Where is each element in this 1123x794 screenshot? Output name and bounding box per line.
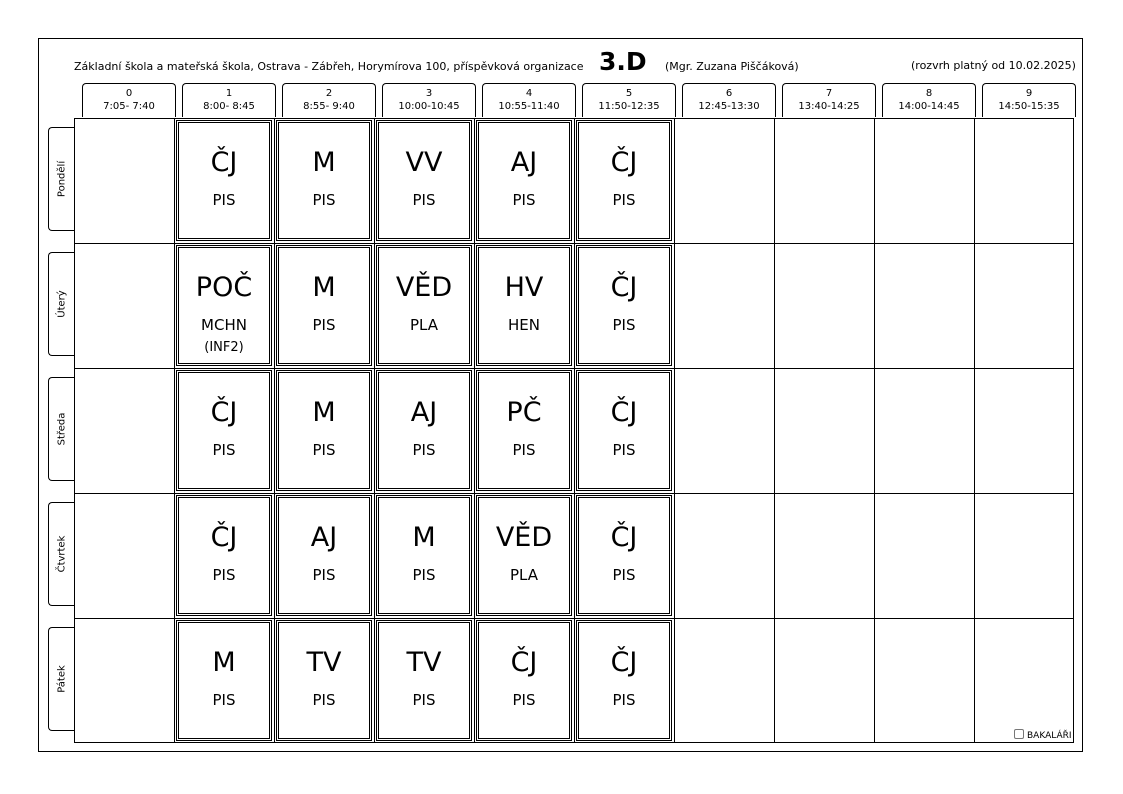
lesson-subject: M — [312, 272, 336, 303]
lesson-cell[interactable] — [376, 120, 472, 241]
period-header-0 — [82, 83, 176, 117]
grid-column-line — [674, 118, 675, 743]
period-header-8 — [882, 83, 976, 117]
period-header-6 — [682, 83, 776, 117]
period-number: 6 — [725, 88, 733, 99]
period-header-9 — [982, 83, 1076, 117]
period-time: 10:00-10:45 — [398, 101, 460, 112]
grid-column-line — [874, 118, 875, 743]
lesson-teacher: PIS — [512, 191, 536, 209]
lesson-teacher: PIS — [312, 566, 336, 584]
day-label-0 — [48, 127, 75, 231]
lesson-cell[interactable] — [476, 620, 572, 741]
lesson-subject: ČJ — [210, 397, 238, 428]
lesson-room: (INF2) — [204, 340, 244, 355]
lesson-subject: ČJ — [610, 272, 638, 303]
day-label-3 — [48, 502, 75, 606]
lesson-teacher: PIS — [612, 316, 636, 334]
lesson-cell[interactable] — [276, 245, 372, 366]
lesson-teacher: PIS — [612, 191, 636, 209]
lesson-subject: HV — [504, 272, 544, 303]
lesson-teacher: PLA — [509, 566, 538, 584]
lesson-subject: ČJ — [510, 647, 538, 678]
grid-column-line — [974, 118, 975, 743]
lesson-teacher: PIS — [312, 191, 336, 209]
period-time: 7:05- 7:40 — [103, 101, 155, 112]
period-number: 3 — [425, 88, 433, 99]
grid-row-line — [74, 618, 1074, 619]
lesson-subject: M — [212, 647, 236, 678]
period-time: 14:00-14:45 — [898, 101, 960, 112]
lesson-subject: M — [312, 147, 336, 178]
lesson-subject: AJ — [410, 397, 438, 428]
day-label-2 — [48, 377, 75, 481]
lesson-cell[interactable] — [376, 620, 472, 741]
lesson-subject: ČJ — [210, 522, 238, 553]
period-time: 14:50-15:35 — [998, 101, 1060, 112]
period-header-5 — [582, 83, 676, 117]
day-name: Pátek — [56, 665, 68, 693]
grid-column-line — [774, 118, 775, 743]
day-name: Pondělí — [56, 160, 68, 198]
period-number: 7 — [825, 88, 833, 99]
period-time: 13:40-14:25 — [798, 101, 860, 112]
period-number: 8 — [925, 88, 933, 99]
brand-logo — [1014, 729, 1072, 741]
lesson-teacher: PIS — [412, 441, 436, 459]
lesson-teacher: PIS — [512, 691, 536, 709]
lesson-subject: TV — [406, 647, 442, 678]
lesson-cell[interactable] — [176, 620, 272, 741]
lesson-subject: M — [312, 397, 336, 428]
grid-column-line — [374, 118, 375, 743]
period-header-3 — [382, 83, 476, 117]
grid-row-line — [74, 368, 1074, 369]
lesson-cell[interactable] — [176, 495, 272, 616]
lesson-teacher: PIS — [212, 191, 236, 209]
lesson-subject: POČ — [195, 272, 253, 303]
lesson-subject: AJ — [310, 522, 338, 553]
period-number: 1 — [225, 88, 233, 99]
lesson-cell[interactable] — [576, 370, 672, 491]
period-number: 2 — [325, 88, 333, 99]
lesson-teacher: PIS — [212, 566, 236, 584]
lesson-teacher: PIS — [412, 566, 436, 584]
lesson-cell[interactable] — [576, 620, 672, 741]
period-time: 11:50-12:35 — [598, 101, 660, 112]
lesson-cell[interactable] — [276, 370, 372, 491]
grid-column-line — [574, 118, 575, 743]
period-number: 9 — [1025, 88, 1033, 99]
lesson-subject: TV — [306, 647, 342, 678]
lesson-teacher: PIS — [412, 691, 436, 709]
lesson-subject: ČJ — [610, 147, 638, 178]
lesson-cell[interactable] — [376, 370, 472, 491]
grid-column-line — [474, 118, 475, 743]
day-label-4 — [48, 627, 75, 731]
lesson-subject: VĚD — [395, 272, 453, 303]
school-name: Základní škola a mateřská škola, Ostrava - Zábřeh, Horymírova 100, příspěvková organizace — [74, 60, 584, 73]
lesson-cell[interactable] — [176, 245, 272, 366]
lesson-teacher: PIS — [612, 566, 636, 584]
day-name: Čtvrtek — [56, 535, 68, 573]
period-time: 12:45-13:30 — [698, 101, 760, 112]
lesson-cell[interactable] — [376, 245, 472, 366]
lesson-teacher: PIS — [312, 316, 336, 334]
lesson-subject: VĚD — [495, 522, 553, 553]
lesson-teacher: PIS — [612, 691, 636, 709]
period-time: 8:55- 9:40 — [303, 101, 355, 112]
lesson-cell[interactable] — [476, 120, 572, 241]
grid-column-line — [274, 118, 275, 743]
lesson-teacher: PIS — [212, 441, 236, 459]
lesson-cell[interactable] — [176, 370, 272, 491]
lesson-teacher: PIS — [312, 691, 336, 709]
lesson-teacher: PIS — [412, 191, 436, 209]
grid-row-line — [74, 493, 1074, 494]
lesson-cell[interactable] — [476, 245, 572, 366]
lesson-cell[interactable] — [476, 495, 572, 616]
day-label-1 — [48, 252, 75, 356]
period-header-4 — [482, 83, 576, 117]
day-name: Středa — [56, 412, 68, 446]
period-header-1 — [182, 83, 276, 117]
bakalari-logo-icon — [1014, 729, 1024, 739]
lesson-teacher: MCHN — [201, 316, 247, 334]
lesson-cell[interactable] — [276, 620, 372, 741]
period-number: 4 — [525, 88, 533, 99]
grid-column-line — [174, 118, 175, 743]
lesson-teacher: PIS — [212, 691, 236, 709]
lesson-subject: M — [412, 522, 436, 553]
lesson-subject: VV — [405, 147, 443, 178]
period-header-7 — [782, 83, 876, 117]
lesson-teacher: HEN — [508, 316, 540, 334]
period-time: 8:00- 8:45 — [203, 101, 255, 112]
lesson-cell[interactable] — [576, 245, 672, 366]
lesson-cell[interactable] — [276, 120, 372, 241]
day-name: Úterý — [56, 290, 68, 318]
lesson-cell[interactable] — [276, 495, 372, 616]
lesson-cell[interactable] — [176, 120, 272, 241]
lesson-teacher: PIS — [312, 441, 336, 459]
period-time: 10:55-11:40 — [498, 101, 560, 112]
class-name: 3.D — [599, 47, 647, 76]
lesson-cell[interactable] — [476, 370, 572, 491]
brand-name: BAKALÁŘI — [1027, 731, 1072, 741]
period-number: 5 — [625, 88, 633, 99]
lesson-subject: AJ — [510, 147, 538, 178]
lesson-cell[interactable] — [576, 120, 672, 241]
grid-row-line — [74, 243, 1074, 244]
lesson-subject: ČJ — [610, 397, 638, 428]
lesson-cell[interactable] — [376, 495, 472, 616]
lesson-teacher: PIS — [512, 441, 536, 459]
lesson-teacher: PLA — [409, 316, 438, 334]
validity-date: (rozvrh platný od 10.02.2025) — [911, 59, 1076, 72]
lesson-subject: ČJ — [210, 147, 238, 178]
period-number: 0 — [125, 88, 133, 99]
lesson-subject: ČJ — [610, 522, 638, 553]
lesson-cell[interactable] — [576, 495, 672, 616]
lesson-subject: PČ — [506, 397, 542, 428]
lesson-subject: ČJ — [610, 647, 638, 678]
period-header-2 — [282, 83, 376, 117]
lesson-teacher: PIS — [612, 441, 636, 459]
class-teacher: (Mgr. Zuzana Piščáková) — [665, 60, 799, 73]
